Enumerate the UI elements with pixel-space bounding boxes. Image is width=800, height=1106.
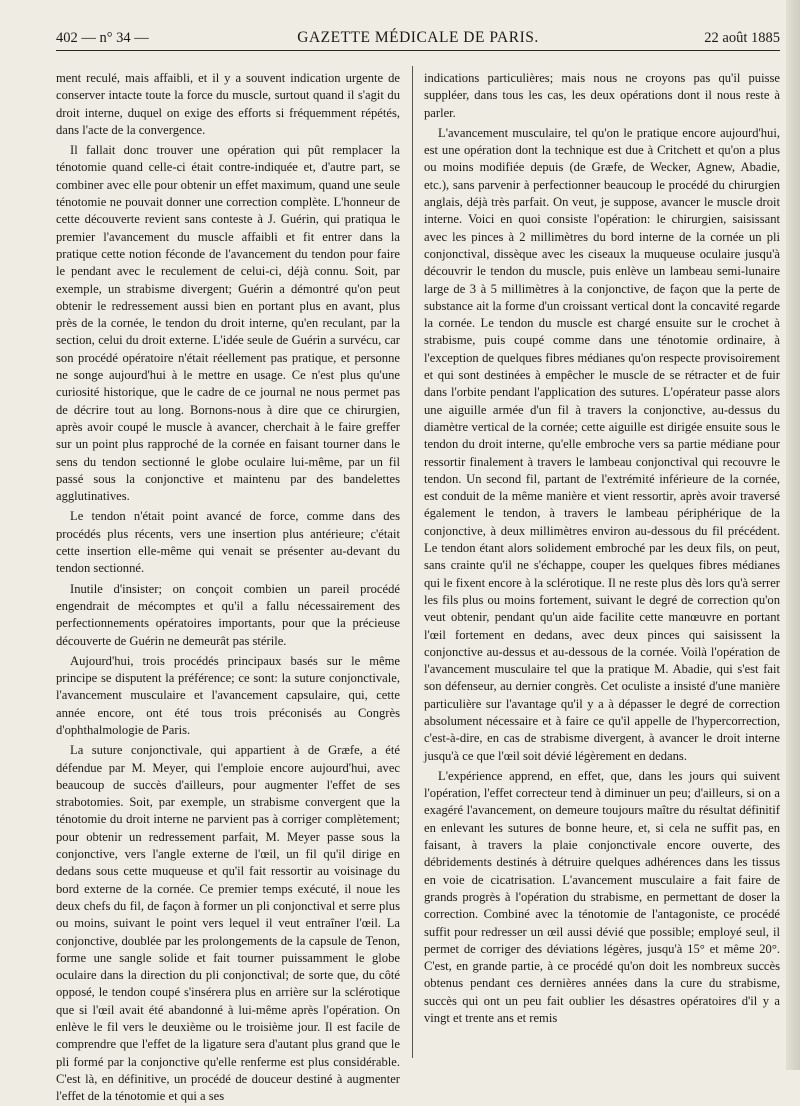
- column-divider: [412, 66, 413, 1058]
- journal-title: GAZETTE MÉDICALE DE PARIS.: [297, 29, 539, 46]
- page-edge-shadow: [786, 0, 800, 1070]
- paragraph: Le tendon n'était point avancé de force, comme dans des procédés plus récents, vers une insertion plus antérieure; c'était cette insertion elle-même qui venait se présenter au-devant du tendon sectionné.: [56, 509, 400, 576]
- paragraph: indications particulières; mais nous ne croyons pas qu'il puisse suppléer, dans tous les cas, les deux opérations dont il nous reste à parler.: [424, 71, 780, 120]
- paragraph: L'expérience apprend, en effet, que, dans les jours qui suivent l'opération, l'effet correcteur tend à diminuer un peu; d'ailleurs, si on a exagéré l'avancement, on demeure toujours maître du résultat définitif en enlevant les sutures de bonne heure, et, si cela ne suffit pas, en faisant, à travers la plaie conjonctivale encore ouverte, des débridements destinés à détruire quelques adhérences dans les tissus en voie de cicatrisation. L'avancement musculaire a fait faire de grands progrès à l'opération du strabisme, en permettant de doser la correction. Combiné avec la ténotomie de l'antagoniste, ce procédé suffit pour redresser un œil aussi dévié que possible; employé seul, il permet de corriger des déviations légères, jusqu'à 15° et même 20°. C'est, en grande partie, à ce procédé qu'on doit les nombreux succès obtenus pendant ces dernières années dans la cure du strabisme, succès qui ont un peu fait oublier les désastres opératoires d'il y a vingt et trente ans et remis: [424, 768, 780, 1026]
- paragraph: ment reculé, mais affaibli, et il y a souvent indication urgente de conserver intacte toute la force du muscle, surtout quand il s'agit du droit interne, duquel on exige des efforts si fréquemment répétés, dans l'acte de la convergence.: [56, 71, 400, 137]
- newspaper-page: [56, 28, 780, 1104]
- paragraph: La suture conjonctivale, qui appartient à de Græfe, a été défendue par M. Meyer, qui l'emploie encore aujourd'hui, avec beaucoup de succès d'ailleurs, pour augmenter l'effet de ses strabotomies. Soit, par exemple, un strabisme convergent que la ténotomie du droit interne ne parvient pas à corriger complètement; pour obtenir un redressement parfait, M. Meyer passe sous la conjonctive, vers l'angle externe de l'œil, un fil qu'il dirige en dedans sous cette muqueuse et qu'il fait ressortir au voisinage du bord externe de la cornée. Ce premier temps exécuté, il noue les deux chefs du fil, de façon à former un pli conjonctival et serre plus ou moins, suivant le point vers lequel il veut entraîner l'œil. La conjonctive, doublée par les prolongements de la capsule de Tenon, forme une sangle solide et fait tourner puissamment le globe oculaire dans la direction du pli conjonctival; de sorte que, du côté opposé, le tendon coupé s'insérera plus en arrière sur la sclérotique que si l'œil avait été abandonné à lui-même après l'opération. On enlève le fil vers le deuxième ou le troisième jour. Il est facile de comprendre que l'effet de la ligature sera d'autant plus grand que le pli formé par la conjonctive qu'elle renferme est plus considérable. C'est là, en définitive, un procédé de douceur destiné à augmenter l'effet de la ténotomie et qui a ses: [56, 743, 400, 1104]
- right-column: [424, 70, 780, 1027]
- page-number: 402 — n° 34 —: [56, 30, 149, 46]
- paragraph: Inutile d'insister; on conçoit combien un pareil procédé engendrait de mécomptes et qu'il a fallu nécessairement des perfectionnements opératoires importants, pour que la précieuse découverte de Guérin ne demeurât pas stérile.: [56, 581, 400, 648]
- paragraph: Il fallait donc trouver une opération qui pût remplacer la ténotomie quand celle-ci était contre-indiquée et, d'autre part, se combiner avec elle pour obtenir un effet maximum, quand une seule ténotomie ne pouvait donner une correction complète. L'honneur de cette découverte revient sans conteste à J. Guérin, qui pratiqua le premier l'avancement du muscle affaibli et fit entrer dans la pratique cette notion féconde de l'avancement du tendon pour faire le pendant avec le reculement de celui-ci, déjà connu. Soit, par exemple, un strabisme divergent; Guérin a démontré qu'on peut obtenir le redressement aussi bien en portant plus en avant, plus près de la cornée, le tendon du droit interne, qu'en reculant, par la section, celui du droit externe. L'idée seule de Guérin a survécu, car son procédé opératoire n'était réellement pas pratique, et personne ne songe aujourd'hui à le mettre en usage. Ce n'est plus qu'une curiosité historique, que le cadre de ce journal ne nous permet pas de décrire tout au long. Bornons-nous à dire que ce chirurgien, après avoir coupé le muscle à avancer, cherchait à le faire greffer sur un point plus rapproché de la cornée en faisant tourner dans le sens du tendon sectionné le globe oculaire lui-même, par un fil passé sous la conjonctive et maintenu par des bandelettes agglutinatives.: [56, 143, 400, 504]
- page-header: [56, 28, 780, 51]
- paragraph: Aujourd'hui, trois procédés principaux basés sur le même principe se disputent la préférence; ce sont: la suture conjonctivale, l'avancement musculaire et l'avancement capsulaire, qui, cette année encore, ont été tous trois préconisés au Congrès d'ophthalmologie de Paris.: [56, 653, 400, 737]
- issue-date: 22 août 1885: [704, 30, 780, 46]
- left-column: [56, 70, 400, 1106]
- paragraph: L'avancement musculaire, tel qu'on le pratique encore aujourd'hui, est une opération dont la technique est due à Critchett et qu'on a plus ou moins modifiée depuis (de Græfe, de Wecker, Agnew, Abadie, etc.), sans parvenir à perfectionner beaucoup le procédé du chirurgien anglais, déjà très parfait. On veut, je suppose, avancer le muscle droit interne. Voici en quoi consiste l'opération: le chirurgien, saisissant avec les pinces à 2 millimètres du bord interne de la cornée un pli conjonctival, dissèque avec les ciseaux la muqueuse oculaire jusqu'à découvrir le tendon du muscle, puis enlève un lambeau semi-lunaire large de 3 à 5 millimètres à la conjonctive, de façon que la perte de substance ait la forme d'un croissant vertical dont la concavité regarde la cornée. Le tendon du muscle est chargé ensuite sur le crochet à strabisme, puis coupé comme dans une ténotomie ordinaire, à l'exception de quelques fibres médianes qu'on respecte provisoirement et qui sont destinées à empêcher le muscle de se rétracter et de fuir dans l'orbite pendant l'application des sutures. L'opérateur passe alors une aiguille armée d'un fil à travers la conjonctive, au-dessus du diamètre vertical de la cornée; cette aiguille est dirigée ensuite sous le tendon du droit interne, qu'elle embroche vers sa partie médiane pour ressortir finalement à travers le lambeau conjonctival qui recouvre le tendon. Un second fil, partant de l'extrémité inférieure de la cornée, est conduit de la même manière et vient ressortir, après avoir traversé également le tendon, à travers le lambeau périphérique de la conjonctive, à deux millimètres environ au-dessous du fil précédent. Le tendon étant alors solidement embroché par les deux fils, on peut, sans crainte qu'il ne s'échappe, couper les quelques fibres médianes qui le fixent encore à la sclérotique. Il ne reste plus dès lors qu'à serrer les fils plus ou moins fortement, suivant le degré de correction qu'on veut obtenir, pendant qu'un aide facilite cette manœuvre en portant l'œil fortement en dedans, avec deux pinces qui saisissent la conjonctive au-dessus et au-dessous de la cornée. Voilà l'opération de l'avancement musculaire tel que la pratique M. Abadie, qui s'est fait son défenseur, au dernier congrès. Cet oculiste a insisté d'une manière particulière sur l'avantage qu'il y a à dépasser le degré de correction absolument nécessaire et à faire ce qu'il appelle de l'hypercorrection, c'est-à-dire, en cas de strabisme divergent, à avancer le droit interne jusqu'à ce que l'œil soit dévié légèrement en dedans.: [424, 125, 780, 763]
